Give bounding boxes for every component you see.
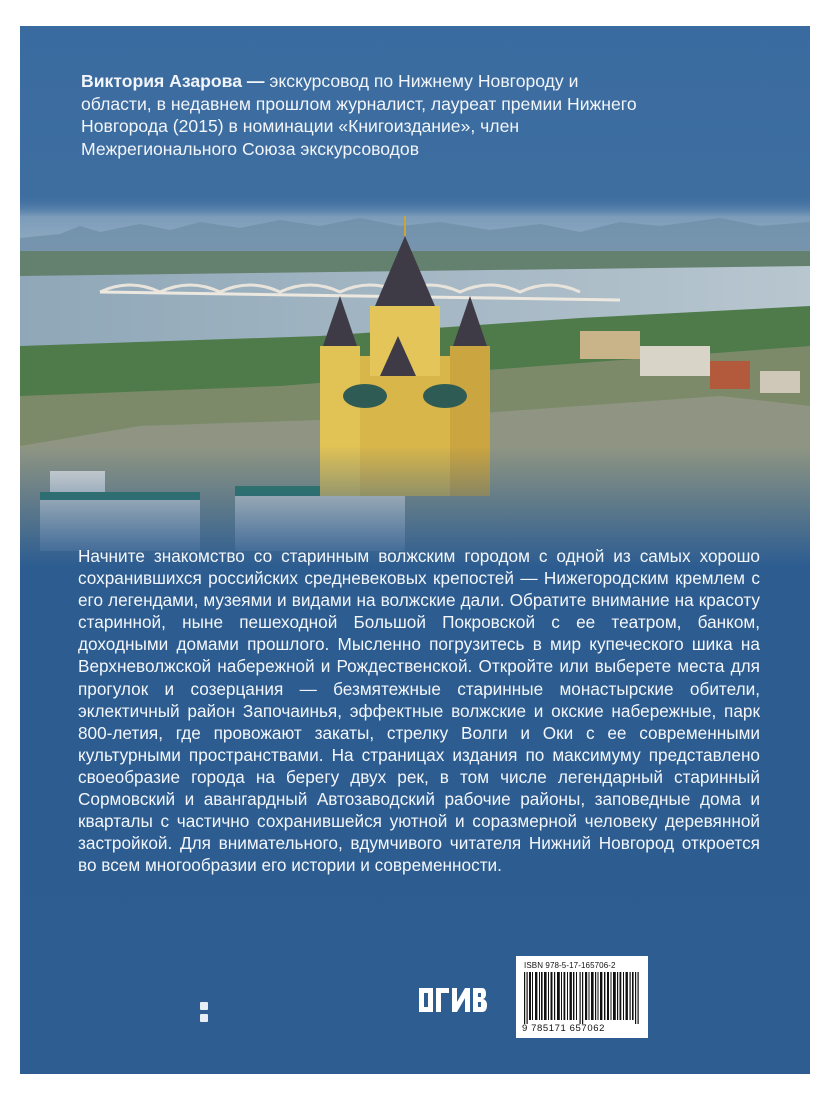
publisher-logo — [417, 984, 487, 1016]
book-description: Начните знакомство со старинным волжским городом с одной из самых хорошо сохранившихся российских средневековых крепостей — Нижегородским кремлем с его легендами, музеями и видами на волжские дали. Обратите внимание на красоту старинной, ныне пешеходной Большой Покровской с ее театром, банком, доходными домами прошлого. Мысленно погрузитесь в мир купеческого шика на Верхневолжской набережной и Рождественской. Откройте или выберете места для прогулок и созерцания — безмятежные старинные монастырские обители, эклектичный район Започаинья, эффектные волжские и окские набережные, парк 800-летия, где провожают закаты, стрелку Волги и Оки с ее современными культурными пространствами. На страницах издания по максимуму представлено своеобразие города на берегу двух рек, в том числе легендарный старинный Сормовский и авангардный Автозаводский рабочие районы, заповедные дома и кварталы с частично сохранившейся уютной и соразмерной человеку деревянной застройкой. Для внимательного, вдумчивого читателя Нижний Новгород откроется во всем многообразии его истории и современности. — [78, 546, 760, 876]
author-bio — [81, 70, 641, 160]
barcode-bars — [522, 972, 642, 1024]
isbn-number: ISBN 978-5-17-165706-2 — [524, 961, 616, 970]
barcode-digits: 9 785171 657062 — [522, 1023, 605, 1034]
author-description: экскурсовод по Нижнему Новгороду и области, в недавнем прошлом журналист, лауреат премии Нижнего Новгорода (2015) в номинации «Книгоиздание», член Межрегионального Союза экскурсоводов — [81, 71, 637, 159]
author-name: Виктория Азарова — — [81, 71, 265, 91]
recycling-icon — [200, 1014, 208, 1022]
city-aerial-photo — [20, 196, 810, 566]
age-rating-icons — [200, 1002, 210, 1026]
book-back-cover — [20, 26, 810, 1074]
age-rating-icon — [200, 1002, 208, 1010]
isbn-barcode — [516, 956, 648, 1038]
